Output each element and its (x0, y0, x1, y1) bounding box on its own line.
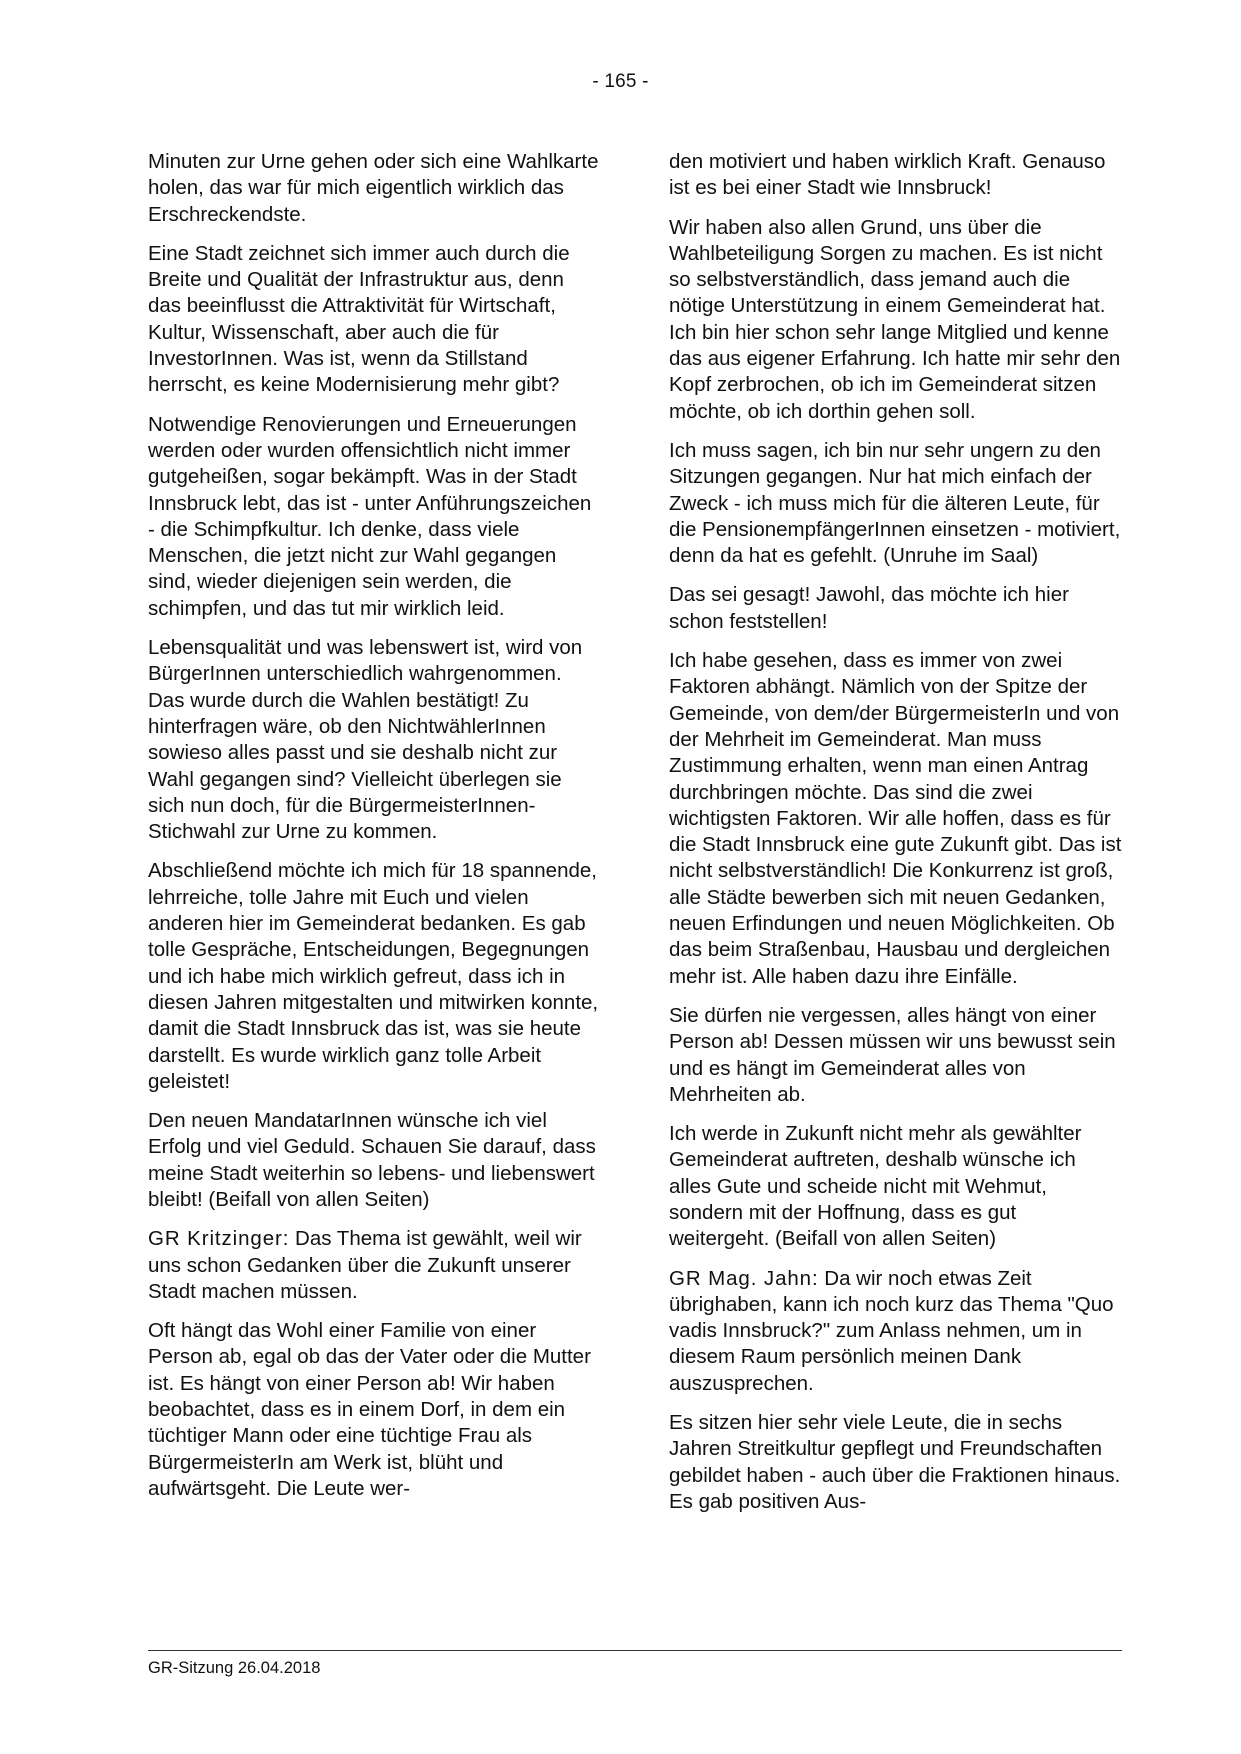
paragraph: Ich werde in Zukunft nicht mehr als gewählter Gemeinderat auftreten, deshalb wünsche ich alles Gute und scheide nicht mit Wehmut, sondern mit der Hoffnung, dass es gut weitergeht. (Beifall von allen Seiten) (669, 1122, 1082, 1251)
page-number: - 165 - (592, 71, 649, 92)
paragraph: Lebensqualität und was lebenswert ist, wird von BürgerInnen unterschiedlich wahrgenommen. Das wurde durch die Wahlen bestätigt! Zu hinterfragen wäre, ob den NichtwählerInnen sowieso alles passt und sie deshalb nicht zur Wahl gegangen sind? Vielleicht überlegen sie sich nun doch, für die BürgermeisterInnen-Stichwahl zur Urne zu kommen. (148, 636, 583, 844)
paragraph: Ich habe gesehen, dass es immer von zwei Faktoren abhängt. Nämlich von der Spitze der Gemeinde, von dem/der BürgermeisterIn und von der Mehrheit im Gemeinderat. Man muss Zustimmung erhalten, wenn man einen Antrag durchbringen möchte. Das sind die zwei wichtigsten Faktoren. Wir alle hoffen, dass es für die Stadt Innsbruck eine gute Zukunft gibt. Das ist nicht selbstverständlich! Die Konkurrenz ist groß, alle Städte bewerben sich mit neuen Gedanken, neuen Erfindungen und neuen Möglichkeiten. Ob das beim Straßenbau, Hausbau und dergleichen mehr ist. Alle haben dazu ihre Einfälle. (669, 649, 1122, 988)
paragraph: Minuten zur Urne gehen oder sich eine Wahlkarte holen, das war für mich eigentlich wirklich das Erschreckendste. (148, 150, 599, 226)
footer-divider (148, 1650, 1122, 1651)
paragraph: Den neuen MandatarInnen wünsche ich viel Erfolg und viel Geduld. Schauen Sie darauf, dass meine Stadt weiterhin so lebens- und liebenswert bleibt! (Beifall von allen Seiten) (148, 1109, 596, 1211)
speaker-name: GR Kritzinger: (148, 1227, 290, 1251)
paragraph: Wir haben also allen Grund, uns über die Wahlbeteiligung Sorgen zu machen. Es ist nicht so selbstverständlich, dass jemand auch die nötige Unterstützung in einem Gemeinderat hat. Ich bin hier schon sehr lange Mitglied und kenne das aus eigener Erfahrung. Ich hatte mir sehr den Kopf zerbrochen, ob ich im Gemeinderat sitzen möchte, ob ich dorthin gehen soll. (669, 215, 1121, 423)
speaker-text: Da wir noch etwas Zeit übrighaben, kann ich noch kurz das Thema "Quo vadis Innsbruck?" zum Anlass nehmen, um in diesem Raum persönlich meinen Dank auszusprechen. (669, 1266, 1114, 1395)
speaker-paragraph (148, 1226, 601, 1305)
speaker-name: GR Mag. Jahn: (669, 1266, 819, 1290)
paragraph: Es sitzen hier sehr viele Leute, die in sechs Jahren Streitkultur gepflegt und Freundschaften gebildet haben - auch über die Fraktionen hinaus. Es gab positiven Aus- (669, 1411, 1121, 1513)
paragraph: Das sei gesagt! Jawohl, das möchte ich hier schon feststellen! (669, 583, 1069, 633)
right-column (669, 149, 1122, 1528)
paragraph: Abschließend möchte ich mich für 18 spannende, lehrreiche, tolle Jahre mit Euch und vielen anderen hier im Gemeinderat bedanken. Es gab tolle Gespräche, Entscheidungen, Begegnungen und ich habe mich wirklich gefreut, dass ich in diesen Jahren mitgestalten und mitwirken konnte, damit die Stadt Innsbruck das ist, was sie heute darstellt. Es wurde wirklich ganz tolle Arbeit geleistet! (148, 859, 599, 1093)
paragraph: Notwendige Renovierungen und Erneuerungen werden oder wurden offensichtlich nicht immer gutgeheißen, sogar bekämpft. Was in der Stadt Innsbruck lebt, das ist - unter Anführungszeichen - die Schimpfkultur. Ich denke, dass viele Menschen, die jetzt nicht zur Wahl gegangen sind, wieder diejenigen sein werden, die schimpfen, und das tut mir wirklich leid. (148, 412, 592, 620)
paragraph: Eine Stadt zeichnet sich immer auch durch die Breite und Qualität der Infrastruktur aus, denn das beeinflusst die Attraktivität für Wirtschaft, Kultur, Wissenschaft, aber auch die für InvestorInnen. Was ist, wenn da Stillstand herrscht, es keine Modernisierung mehr gibt? (148, 241, 570, 397)
speaker-paragraph (669, 1266, 1122, 1397)
footer-session-date: GR-Sitzung 26.04.2018 (148, 1659, 321, 1677)
paragraph: Sie dürfen nie vergessen, alles hängt von einer Person ab! Dessen müssen wir uns bewusst sein und es hängt im Gemeinderat alles von Mehrheiten ab. (669, 1003, 1116, 1106)
speaker-text: Das Thema ist gewählt, weil wir uns schon Gedanken über die Zukunft unserer Stadt machen müssen. (148, 1227, 582, 1303)
paragraph: Oft hängt das Wohl einer Familie von einer Person ab, egal ob das der Vater oder die Mutter ist. Es hängt von einer Person ab! Wir haben beobachtet, dass es in einem Dorf, in dem ein tüchtiger Mann oder eine tüchtige Frau als BürgermeisterIn am Werk ist, blüht und aufwärtsgeht. Die Leute wer- (148, 1319, 591, 1500)
paragraph: den motiviert und haben wirklich Kraft. Genauso ist es bei einer Stadt wie Innsbruck! (669, 150, 1106, 200)
left-column (148, 149, 601, 1515)
paragraph: Ich muss sagen, ich bin nur sehr ungern zu den Sitzungen gegangen. Nur hat mich einfach der Zweck - ich muss mich für die älteren Leute, für die PensionempfängerInnen einsetzen - motiviert, denn da hat es gefehlt. (Unruhe im Saal) (669, 438, 1121, 568)
